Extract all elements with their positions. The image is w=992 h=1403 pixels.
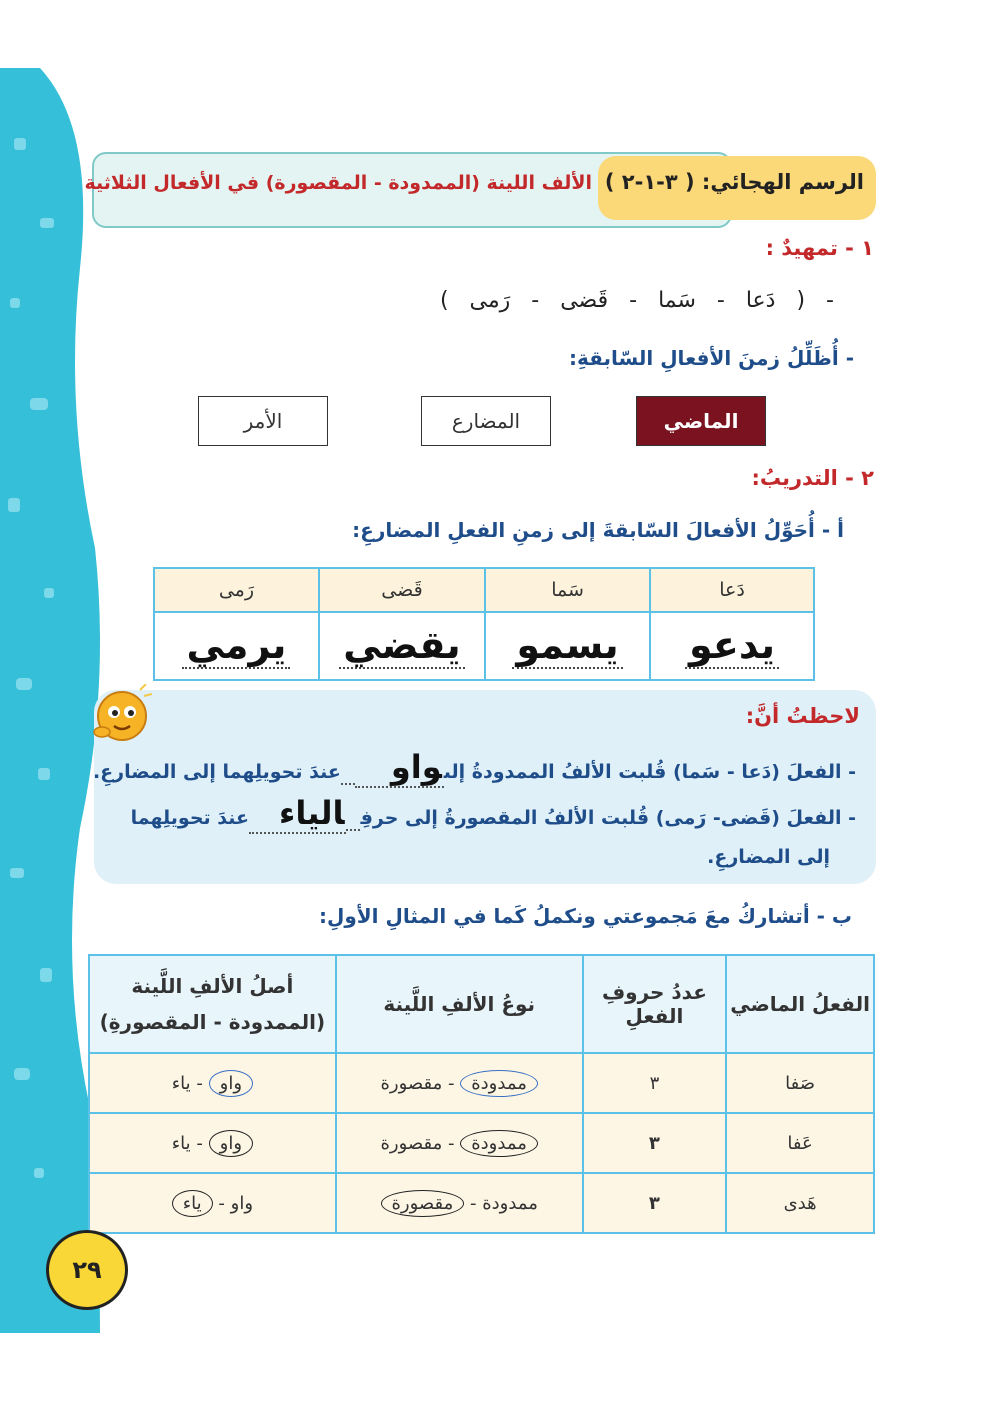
intro-verbs: - ( دَعا - سَما - قَضى - رَمى ) xyxy=(439,288,834,313)
thinking-emoji-icon xyxy=(86,684,156,744)
past-verb-cell: قَضى xyxy=(319,568,485,612)
intro-instruction: - أُظَلِّلُ زمنَ الأفعالِ السّابقةِ: xyxy=(568,346,854,370)
header-alef-origin: أصلُ الألفِ اللَّينة (الممدودة - المقصورةِ) xyxy=(89,955,336,1053)
past-verb-cell: سَما xyxy=(485,568,650,612)
intro-heading: ١ - تمهيدٌ : xyxy=(765,236,874,260)
vowel-table xyxy=(88,954,875,1234)
verb-cell: هَدى xyxy=(726,1173,874,1233)
count-cell[interactable]: ٣ xyxy=(583,1113,727,1173)
page-number: ٢٩ xyxy=(46,1230,128,1310)
note-heading: لاحظتُ أنَّ: xyxy=(745,704,860,728)
choice-imperative[interactable]: الأمر xyxy=(198,396,328,446)
table-row xyxy=(89,1173,874,1233)
table-row xyxy=(154,612,814,680)
count-cell: ٣ xyxy=(583,1053,727,1113)
side-decoration xyxy=(0,68,100,1333)
training-heading: ٢ - التدريبُ: xyxy=(751,466,874,490)
table-row xyxy=(89,955,874,1053)
choice-present[interactable]: المضارع xyxy=(421,396,551,446)
origin-cell: واو - ياء xyxy=(89,1113,336,1173)
header-letter-count: عددُ حروفِ الفعلِ xyxy=(583,955,727,1053)
type-cell: ممدودة - مقصورة xyxy=(336,1053,583,1113)
part-a-instruction: أ - أُحَوِّلُ الأفعالَ السّابقةَ إلى زمنِ الفعلِ المضارعِ: xyxy=(352,518,844,542)
present-verb-answer[interactable]: يرمي xyxy=(182,623,290,669)
header-alef-type: نوعُ الألفِ اللَّينة xyxy=(336,955,583,1053)
type-cell: ممدودة - مقصورة xyxy=(336,1173,583,1233)
conversion-table xyxy=(153,567,815,681)
table-row xyxy=(89,1053,874,1113)
present-verb-answer[interactable]: يسمو xyxy=(512,623,622,669)
note-answer-2[interactable]: الياء xyxy=(249,794,346,834)
present-verb-answer[interactable]: يدعو xyxy=(685,623,779,669)
lesson-title: الألف اللينة (الممدودة - المقصورة) في الأفعال الثلاثية xyxy=(84,172,592,194)
part-b-instruction: ب - أتشاركُ معَ مَجموعتي ونكملُ كَما في المثالِ الأولِ: xyxy=(318,904,852,928)
table-row xyxy=(154,568,814,612)
lesson-label: الرسم الهجائي: ( ٣-١-٢ ) xyxy=(604,170,864,194)
header-past-verb: الفعلُ الماضي xyxy=(726,955,874,1053)
present-verb-answer[interactable]: يقضي xyxy=(339,623,465,669)
origin-cell: واو - ياء xyxy=(89,1173,336,1233)
past-verb-cell: دَعا xyxy=(650,568,814,612)
origin-cell: واو - ياء xyxy=(89,1053,336,1113)
table-row xyxy=(89,1113,874,1173)
choice-past-selected[interactable]: الماضي xyxy=(636,396,766,446)
verb-cell: عَفا xyxy=(726,1113,874,1173)
note-answer-1[interactable]: واو xyxy=(355,748,444,788)
type-cell: ممدودة - مقصورة xyxy=(336,1113,583,1173)
verb-cell: صَفا xyxy=(726,1053,874,1113)
note-line-3: إلى المضارعِ. xyxy=(707,846,830,868)
past-verb-cell: رَمى xyxy=(154,568,319,612)
note-line-1: - الفعلَ (دَعا - سَما) قُلبت الألفُ الممدودةُ إلىواوعندَ تحويلِهما إلى المضارعِ. xyxy=(92,748,856,786)
count-cell[interactable]: ٣ xyxy=(583,1173,727,1233)
note-line-2: - الفعلَ (قَضى- رَمى) قُلبت الألفُ المقصورةُ إلى حرفِالياءعندَ تحويلِهما xyxy=(130,794,856,832)
